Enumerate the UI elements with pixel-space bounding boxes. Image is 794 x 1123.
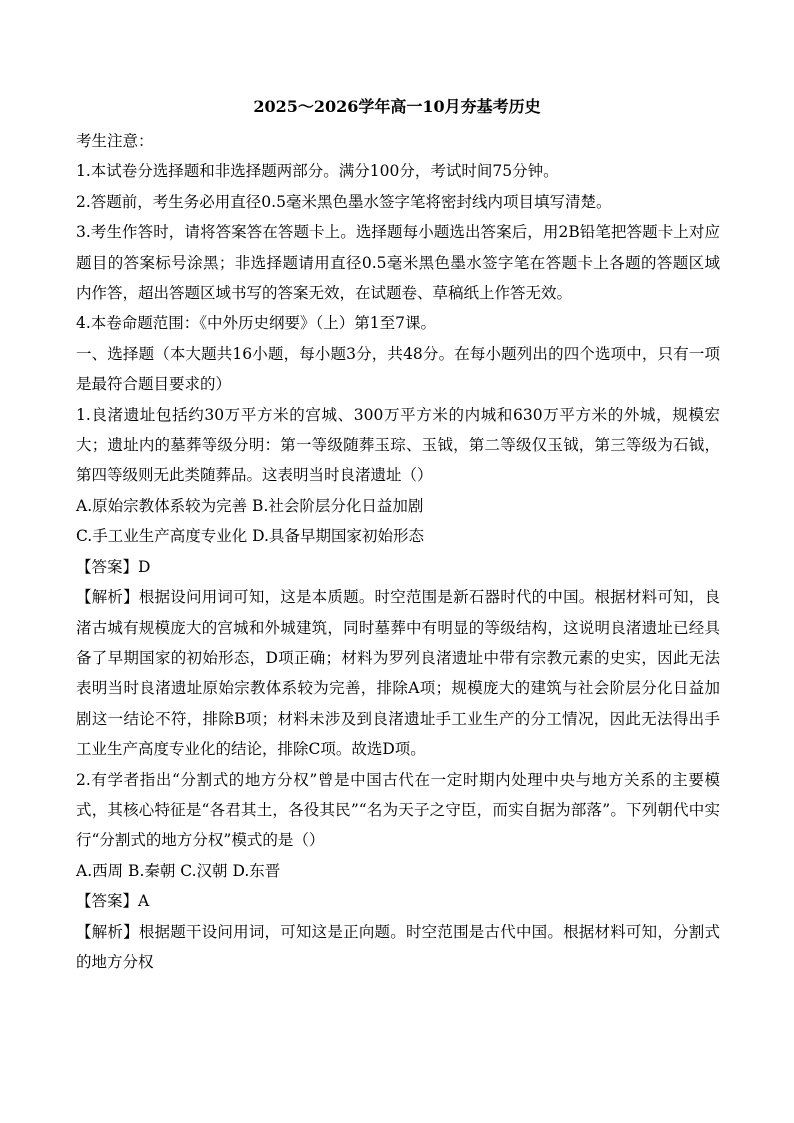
notice-item: 4.本卷命题范围：《中外历史纲要》（上）第1至7课。 xyxy=(76,314,437,333)
question-options: A.西周 B.秦朝 C.汉朝 D.东晋 xyxy=(76,861,281,880)
question-answer: 【答案】D xyxy=(76,557,151,576)
question-analysis: 【解析】根据设问用词可知，这是本质题。时空范围是新石器时代的中国。根据材料可知，良渚古城有规模庞大的宫城和外城建筑，同时墓葬中有明显的等级结构，这说明良渚遗址已经具备了早期国家的初始形态，D项正确；材料为罗列良渚遗址中带有宗教元素的史实，因此无法表明当时良渚遗址原始宗教体系较为完善，排除A项；规模庞大的建筑与社会阶层分化日益加剧这一结论不符，排除B项；材料未涉及到良渚遗址手工业生产的分工情况，因此无法得出手工业生产高度专业化的结论，排除C项。故选D项。 xyxy=(76,588,720,759)
notice-item: 1.本试卷分选择题和非选择题两部分。满分100分，考试时间75分钟。 xyxy=(76,162,559,181)
question-options: C.手工业生产高度专业化 D.具备早期国家初始形态 xyxy=(76,527,424,546)
notice-item: 2.答题前，考生务必用直径0.5毫米黑色墨水签字笔将密封线内项目填写清楚。 xyxy=(76,192,612,211)
question-options: A.原始宗教体系较为完善 B.社会阶层分化日益加剧 xyxy=(76,496,424,515)
section-heading: 一、选择题（本大题共16小题，每小题3分，共48分。在每小题列出的四个选项中，只有一项是最符合题目要求的） xyxy=(76,344,720,394)
question-analysis: 【解析】根据题干设问用词，可知这是正向题。时空范围是古代中国。根据材料可知，分割式的地方分权 xyxy=(76,922,720,971)
question-stem: 1.良渚遗址包括约30万平方米的宫城、300万平方米的内城和630万平方米的外城，规模宏大；遗址内的墓葬等级分明：第一等级随葬玉琮、玉钺，第二等级仅玉钺，第三等级为石钺，第四等级则无此类随葬品。这表明当时良渚遗址（） xyxy=(76,405,720,485)
document-title: 2025～2026学年高一10月夯基考历史 xyxy=(253,97,541,116)
document-body xyxy=(76,126,720,977)
question-answer: 【答案】A xyxy=(76,892,150,911)
notice-heading: 考生注意： xyxy=(76,132,154,150)
notice-item: 3.考生作答时，请将答案答在答题卡上。选择题每小题选出答案后，用2B铅笔把答题卡上对应题目的答案标号涂黑；非选择题请用直径0.5毫米黑色墨水签字笔在答题卡上各题的答题区域内作答，超出答题区域书写的答案无效，在试题卷、草稿纸上作答无效。 xyxy=(76,223,720,303)
question-stem: 2.有学者指出“分割式的地方分权”曾是中国古代在一定时期内处理中央与地方关系的主要模式，其核心特征是“各君其土，各役其民”“名为天子之守臣，而实自据为部落”。下列朝代中实行“分割式的地方分权”模式的是（） xyxy=(76,770,720,850)
